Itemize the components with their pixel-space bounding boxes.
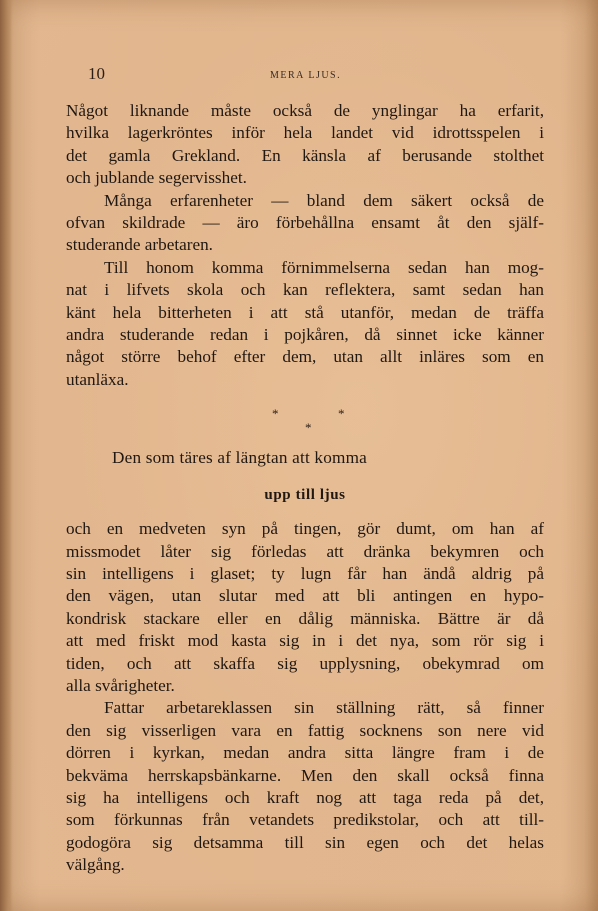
text-line: bekväma herrskapsbänkarne. Men den skall också finna <box>66 765 544 785</box>
text-line: den vägen, utan slutar med att bli antingen en hypo- <box>66 586 544 606</box>
text-line: känt hela bitterheten i att stå utanför, medan de träffa <box>66 302 544 322</box>
text-line: och en medveten syn på tingen, gör dumt, om han af <box>66 519 544 539</box>
text-line: sin intelligens i glaset; ty lugn får han ändå aldrig på <box>66 563 544 583</box>
paragraph-3 <box>66 257 544 391</box>
text-line: nat i lifvets skola och kan reflektera, samt sedan han <box>66 280 544 300</box>
text-line: som förkunnas från vetandets predikstolar, och att till- <box>66 810 544 830</box>
asterisk: * <box>338 406 345 422</box>
text-line: sig ha intelligens och kraft nog att taga reda på det, <box>66 787 544 807</box>
text-line: något större behof efter dem, utan allt inläres som en <box>66 347 544 367</box>
paragraph-1 <box>66 100 544 190</box>
page-body <box>66 100 544 877</box>
paragraph-4 <box>66 518 544 697</box>
asterisk: * <box>272 406 279 422</box>
text-line: att med friskt mod kasta sig in i det nya, som rör sig i <box>66 631 544 651</box>
text-line: andra studerande redan i pojkåren, då sinnet icke känner <box>66 325 544 345</box>
text-line: tiden, och att skaffa sig upplysning, obekymrad om <box>66 653 544 673</box>
text-line: Något liknande måste också de ynglingar ha erfarit, <box>66 101 544 120</box>
text-line: godogöra sig detsamma till sin egen och det helas <box>66 832 544 852</box>
text-line: och jublande segervisshet. <box>66 168 247 188</box>
text-line: missmodet låter sig förledas att dränka bekymren och <box>66 541 544 561</box>
text-line: välgång. <box>66 855 125 875</box>
paragraph-2 <box>66 190 544 257</box>
text-line: kondrisk stackare eller en dålig människa. Bättre är då <box>66 608 544 628</box>
asterisk: * <box>305 420 312 436</box>
text-line: utanläxa. <box>66 369 129 389</box>
page-number: 10 <box>88 64 105 83</box>
text-line: den sig visserligen vara en fattig socknens son nere vid <box>66 720 544 740</box>
text-line: Fattar arbetareklassen sin ställning rätt, så finner <box>104 698 544 718</box>
paragraph-5 <box>66 697 544 876</box>
running-head: MERA LJUS. <box>270 70 342 81</box>
text-line: det gamla Grekland. En känsla af berusande stolthet <box>66 145 544 165</box>
section-subheading: upp till ljus <box>264 486 346 503</box>
section-heading-line: Den som täres af längtan att komma <box>112 448 367 468</box>
text-line: dörren i kyrkan, medan andra sitta längre fram i de <box>66 743 544 763</box>
text-line: alla svårigheter. <box>66 675 175 695</box>
text-line: Till honom komma förnimmelserna sedan han mog- <box>104 257 544 277</box>
text-line: ofvan skildrade — äro förbehållna ensamt åt den själf- <box>66 213 544 233</box>
text-line: studerande arbetaren. <box>66 235 213 255</box>
book-spine-shadow <box>0 0 12 911</box>
text-line: hvilka lagerkröntes inför hela landet vid idrottsspelen i <box>66 123 544 143</box>
page-header <box>60 60 560 88</box>
section-break-asterisks <box>66 401 544 443</box>
text-line: Många erfarenheter — bland dem säkert också de <box>104 190 544 210</box>
